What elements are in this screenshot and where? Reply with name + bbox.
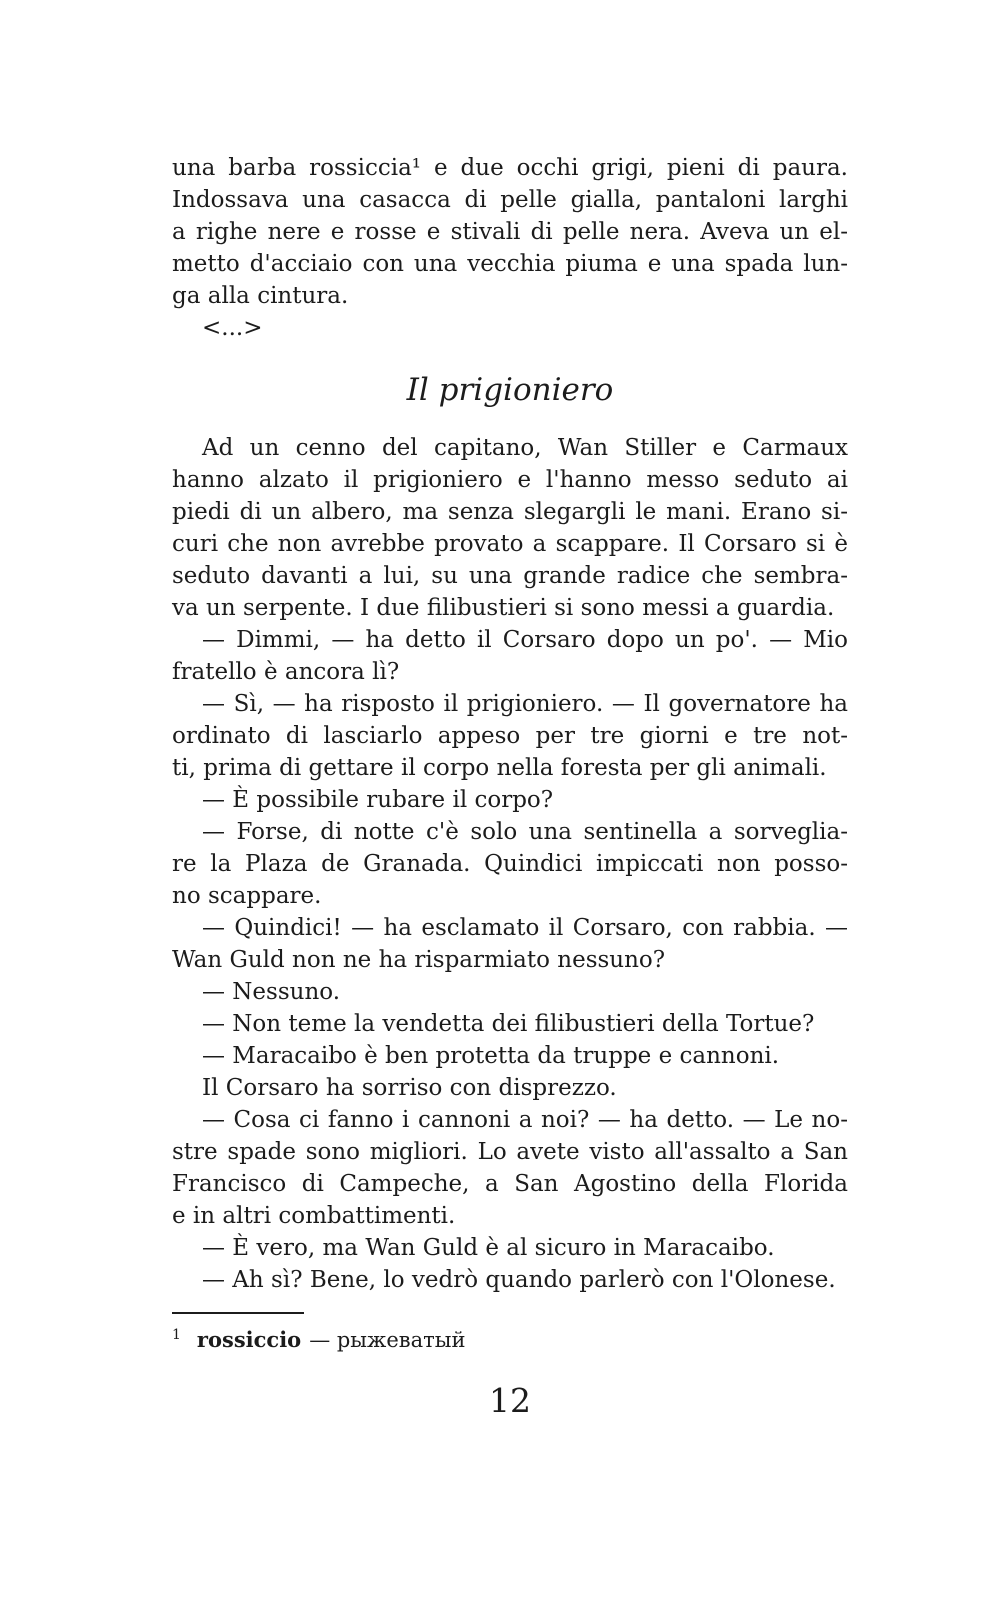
text-line: va un serpente. I due filibustieri si sono messi a guardia. [172, 595, 835, 621]
paragraph [172, 976, 848, 1008]
section-title: Il prigioniero [406, 372, 614, 408]
footnote-definition: — рыжеватый [309, 1328, 466, 1352]
text-line: stre spade sono migliori. Lo avete visto all'assalto a San [172, 1139, 848, 1165]
text-line: ti, prima di gettare il corpo nella foresta per gli animali. [172, 755, 827, 781]
footnote-term: rossiccio [196, 1327, 302, 1352]
text-line: curi che non avrebbe provato a scappare. Il Corsaro si è [172, 531, 848, 557]
paragraph [172, 1232, 848, 1264]
paragraph [172, 1264, 848, 1296]
text-line: — Non teme la vendetta dei filibustieri della Tortue? [202, 1011, 815, 1037]
text-line: ordinato di lasciarlo appeso per tre giorni e tre not- [172, 723, 848, 749]
paragraph [172, 432, 848, 624]
paragraph [172, 912, 848, 976]
paragraph [172, 624, 848, 688]
paragraph [172, 1104, 848, 1232]
text-line: Indossava una casacca di pelle gialla, pantaloni larghi [172, 187, 848, 213]
paragraph [172, 1072, 848, 1104]
text-line: piedi di un albero, ma senza slegargli le mani. Erano si- [172, 499, 848, 525]
text-line: — Ah sì? Bene, lo vedrò quando parlerò con l'Olonese. [202, 1267, 836, 1293]
footnote-marker: 1 [172, 1327, 181, 1343]
text-line: — Sì, — ha risposto il prigioniero. — Il governatore ha [202, 691, 848, 717]
text-line: — Maracaibo è ben protetta da truppe e cannoni. [202, 1043, 780, 1069]
text-line: a righe nere e rosse e stivali di pelle nera. Aveva un el- [172, 219, 848, 245]
paragraph [172, 784, 848, 816]
paragraph [172, 1008, 848, 1040]
page-number: 12 [489, 1381, 531, 1420]
text-line: Il Corsaro ha sorriso con disprezzo. [202, 1075, 617, 1101]
text-line: — Cosa ci fanno i cannoni a noi? — ha detto. — Le no- [202, 1107, 848, 1133]
text-line: fratello è ancora lì? [172, 659, 400, 685]
intro-text [172, 152, 848, 344]
text-line: seduto davanti a lui, su una grande radice che sembra- [172, 563, 848, 589]
text-line: una barba rossiccia¹ e due occhi grigi, pieni di paura. [172, 155, 848, 181]
paragraph [172, 312, 848, 344]
text-line: — Dimmi, — ha detto il Corsaro dopo un po'. — Mio [202, 627, 848, 653]
text-line: Francisco di Campeche, a San Agostino della Florida [172, 1171, 848, 1197]
paragraph [172, 688, 848, 784]
body-text [172, 432, 848, 1296]
text-line: — È vero, ma Wan Guld è al sicuro in Maracaibo. [202, 1235, 775, 1261]
text-line: re la Plaza de Granada. Quindici impiccati non posso- [172, 851, 848, 877]
footnote-divider [172, 1312, 304, 1314]
text-line: metto d'acciaio con una vecchia piuma e una spada lun- [172, 251, 848, 277]
text-line: e in altri combattimenti. [172, 1203, 456, 1229]
paragraph [172, 816, 848, 912]
text-line: — Forse, di notte c'è solo una sentinella a sorveglia- [202, 819, 848, 845]
footnote [172, 1320, 848, 1355]
text-line: no scappare. [172, 883, 322, 909]
text-line: Ad un cenno del capitano, Wan Stiller e Carmaux [202, 435, 848, 461]
text-line: <...> [202, 315, 263, 341]
paragraph [172, 152, 848, 312]
text-line: ga alla cintura. [172, 283, 349, 309]
text-line: — È possibile rubare il corpo? [202, 787, 554, 813]
text-line: — Nessuno. [202, 979, 341, 1005]
text-line: hanno alzato il prigioniero e l'hanno messo seduto ai [172, 467, 848, 493]
paragraph [172, 1040, 848, 1072]
text-line: — Quindici! — ha esclamato il Corsaro, con rabbia. — [202, 915, 848, 941]
text-line: Wan Guld non ne ha risparmiato nessuno? [172, 947, 666, 973]
